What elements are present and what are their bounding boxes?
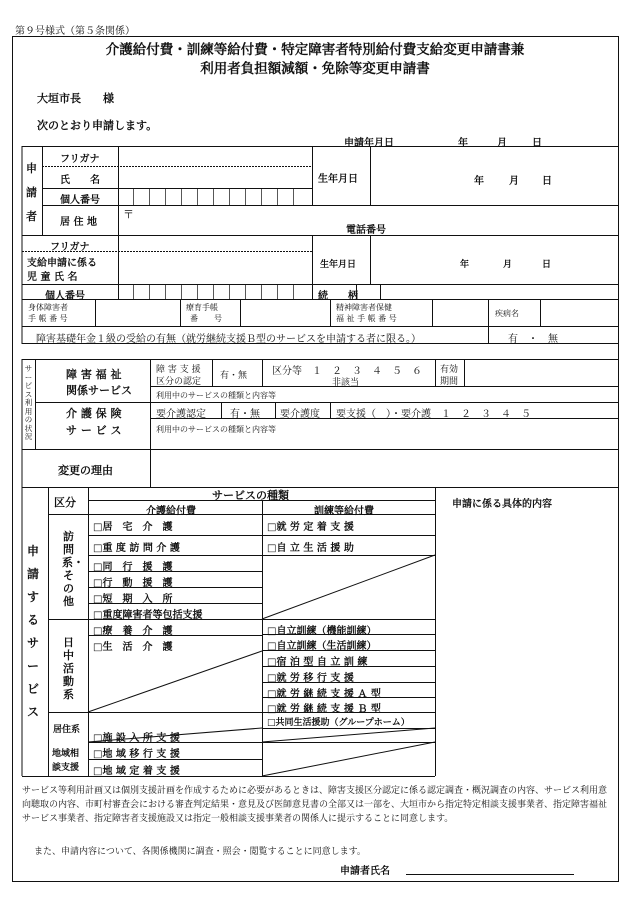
- addressee: 大垣市長 様: [37, 92, 114, 105]
- child-name-label-2: 児 童 氏 名: [27, 272, 78, 283]
- community-category-label-2: 談支援: [52, 763, 80, 773]
- form-number: 第９号様式（第５条関係）: [15, 26, 135, 37]
- welfare-label-2: 関係サービス: [66, 384, 132, 397]
- care-benefit-header: 介護給付費: [146, 506, 196, 517]
- care-item-life-care: □生 活 介 護: [93, 642, 173, 653]
- visit-category-label: 訪問系・その他: [62, 530, 84, 608]
- applicant-signature-label: 申請者氏名: [340, 866, 390, 877]
- disease-label: 疾病名: [495, 309, 519, 318]
- applicant-birth-day: 日: [542, 176, 552, 187]
- category-values: １ ２ ３ ４ ５ ６: [312, 366, 422, 377]
- care-item-community-settle: □地 域 定 着 支 援: [93, 766, 180, 777]
- care-item-facility: □施 設 入 所 支 援: [93, 733, 180, 744]
- care-services-in-use: 利用中のサービスの種類と内容等: [156, 425, 276, 434]
- applicant-label-2: 請: [26, 186, 37, 199]
- service-usage-side-label: サービス利用の状況: [24, 364, 33, 441]
- support-cert-yes-no: 有・無: [220, 371, 248, 381]
- training-item-group-home: □共同生活援助（グループホーム）: [267, 718, 410, 728]
- care-level-values: 要支援（ ）・要介護 １ ２ ３ ４ ５: [336, 409, 531, 420]
- child-furigana-label: フリガナ: [50, 242, 90, 253]
- application-date-label: 申請年月日: [344, 138, 394, 149]
- support-cert-label-1: 障 害 支 援: [156, 365, 201, 375]
- consent-line-2: また、申請内容について、各関係機関に調査・照会・閲覧することに同意します。: [34, 847, 366, 857]
- title-line-2: 利用者負担額減額・免除等変更申請書: [200, 61, 430, 77]
- intro-text: 次のとおり申請します。: [37, 119, 158, 132]
- valid-period-label-2: 期間: [440, 377, 459, 387]
- child-birth-month: 月: [503, 260, 513, 270]
- apply-services-side-label: 申請するサービス: [26, 544, 39, 719]
- care-level-label: 要介護度: [280, 409, 320, 420]
- residence-category-label: 居住系: [53, 725, 81, 735]
- physical-handbook-label-2: 手 帳 番 号: [28, 314, 68, 323]
- postal-mark: 〒: [123, 208, 134, 221]
- not-applicable: 非該当: [332, 378, 360, 388]
- care-item-behavior: □行 動 援 護: [93, 578, 173, 589]
- applicant-name-label: 氏 名: [60, 175, 100, 186]
- physical-handbook-label-1: 身体障害者: [28, 303, 68, 312]
- title-line-1: 介護給付費・訓練等給付費・特定障害者特別給付費支給変更申請書兼: [105, 42, 525, 58]
- pension-options: 有 ・ 無: [508, 334, 558, 345]
- detail-header: 申請に係る具体的内容: [452, 499, 552, 510]
- mental-handbook-label-2: 福 祉 手 帳 番 号: [336, 314, 397, 323]
- community-category-label-1: 地域相: [52, 749, 80, 759]
- care-item-medical: □療 養 介 護: [93, 626, 173, 637]
- child-relationship-label: 続 柄: [318, 291, 358, 302]
- valid-period-label-1: 有効: [440, 365, 459, 375]
- training-item-residential: □宿 泊 型 自 立 訓 練: [267, 657, 368, 668]
- training-item-work-settle: □就 労 定 着 支 援: [267, 522, 354, 533]
- child-name-label-1: 支給申請に係る: [27, 258, 97, 269]
- care-cert-label: 要介護認定: [156, 409, 206, 420]
- applicant-birth-month: 月: [509, 176, 519, 187]
- care-item-short-stay: □短 期 入 所: [93, 594, 173, 605]
- training-item-work-a: □就 労 継 続 支 援 Ａ 型: [267, 689, 381, 700]
- service-types-header: サービスの種類: [212, 489, 289, 502]
- applicant-phone-label: 電話番号: [346, 225, 386, 236]
- application-date-month: 月: [497, 138, 507, 149]
- daytime-category-label: 日中活動系: [63, 636, 74, 701]
- care-item-home-care: □居 宅 介 護: [93, 522, 173, 533]
- training-item-work-transition: □就 労 移 行 支 援: [267, 673, 354, 684]
- consent-paragraph: サービス等利用計画又は個別支援計画を作成するために必要があるときは、障害支援区分認定に係る認定調査・概況調査の内容、サービス利用意向聴取の内容、市町村審査会における審査判定結果・意見及び医師意見書の全部又は一部を、大垣市から指定特定相談支援事業者、指定障害福祉サービス事業者、指定障害者支援施設又は指定一般相談支援事業者の関係人に提示することに同意します。: [22, 786, 608, 824]
- care-cert-yes-no: 有・無: [230, 409, 260, 420]
- applicant-birth-year: 年: [474, 176, 484, 187]
- applicant-address-label: 居 住 地: [60, 217, 97, 228]
- care-item-comprehensive: □重度障害者等包括支援: [93, 610, 203, 621]
- application-date-year: 年: [458, 138, 468, 149]
- child-birth-day: 日: [542, 260, 552, 270]
- child-birth-year: 年: [460, 260, 470, 270]
- child-number-label: 個人番号: [45, 291, 85, 302]
- training-item-independent-living: □自 立 生 活 援 助: [267, 543, 354, 554]
- support-cert-label-2: 区分の認定: [156, 377, 202, 387]
- child-birthdate-label: 生年月日: [320, 260, 357, 270]
- care-item-accompany: □同 行 援 護: [93, 562, 173, 573]
- training-item-functional: □自立訓練（機能訓練）: [267, 626, 377, 637]
- welfare-label-1: 障 害 福 祉: [66, 368, 122, 381]
- pension-label: 障害基礎年金１級の受給の有無（就労継続支援Ｂ型のサービスを申請する者に限る。）: [36, 334, 421, 345]
- rehab-handbook-label-1: 療育手帳: [186, 303, 218, 312]
- rehab-handbook-label-2: 番 号: [190, 314, 222, 323]
- care-label-2: サ ー ビ ス: [66, 424, 122, 437]
- change-reason-label: 変更の理由: [58, 464, 113, 477]
- training-item-life: □自立訓練（生活訓練）: [267, 641, 377, 652]
- mental-handbook-label-1: 精神障害者保健: [336, 303, 392, 312]
- welfare-services-in-use: 利用中のサービスの種類と内容等: [156, 391, 276, 400]
- applicant-label-1: 申: [26, 162, 37, 175]
- applicant-label-3: 者: [26, 210, 37, 223]
- category-label: 区分等: [272, 366, 302, 377]
- care-item-severe-visit: □重 度 訪 問 介 護: [93, 543, 180, 554]
- applicant-number-label: 個人番号: [60, 195, 100, 206]
- category-header: 区分: [54, 496, 76, 509]
- applicant-furigana-label: フリガナ: [60, 154, 100, 165]
- application-date-day: 日: [532, 138, 542, 149]
- training-benefit-header: 訓練等給付費: [314, 506, 374, 517]
- care-item-community-transition: □地 域 移 行 支 援: [93, 749, 180, 760]
- applicant-birthdate-label: 生年月日: [318, 174, 358, 185]
- training-item-work-b: □就 労 継 続 支 援 Ｂ 型: [267, 704, 381, 715]
- care-label-1: 介 護 保 険: [66, 407, 122, 420]
